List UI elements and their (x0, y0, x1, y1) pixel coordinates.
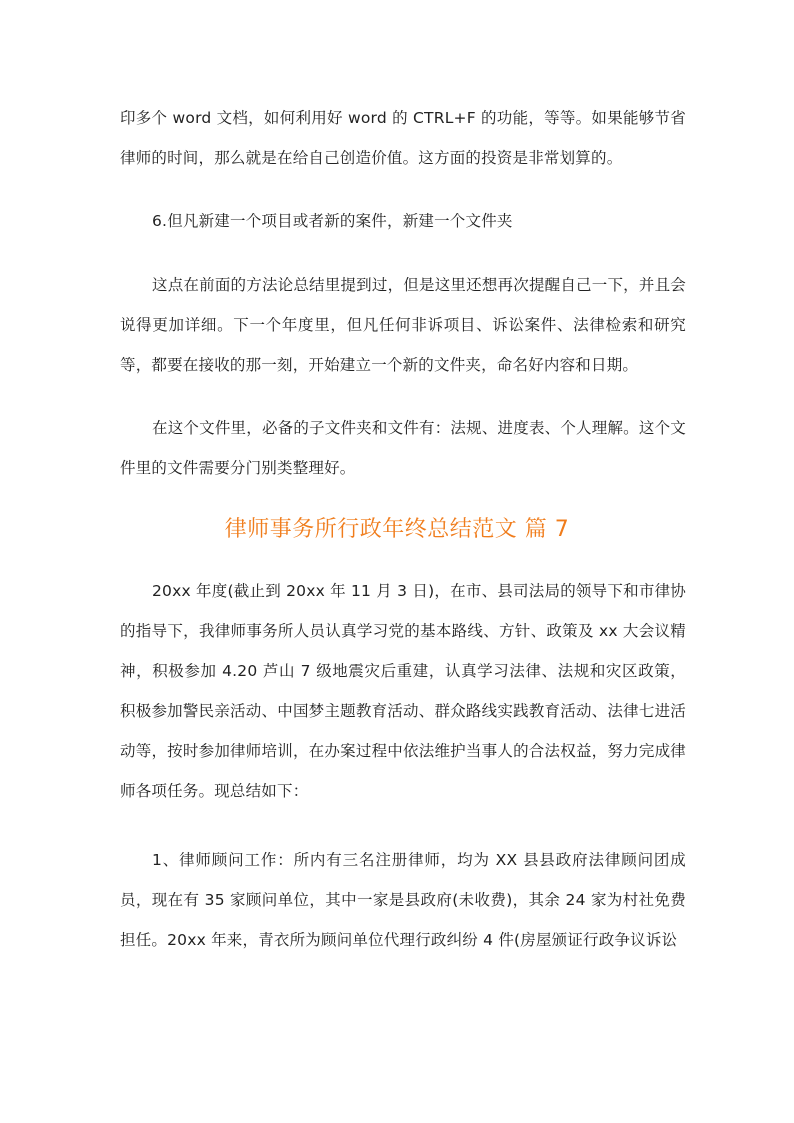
paragraph-annual-summary: 20xx 年度(截止到 20xx 年 11 月 3 日)，在市、县司法局的领导下和市律协的指导下，我律师事务所人员认真学习党的基本路线、方针、政策及 xx 大会议精神，积极参加 4.20 芦山 7 级地震灾后重建，认真学习法律、法规和灾区政策，积极参加警民亲活动、中国梦主题教育活动、群众路线实践教育活动、法律七进活动等，按时参加律师培训，在办案过程中依法维护当事人的合法权益，努力完成律师各项任务。现总结如下： (120, 582, 686, 800)
section-heading: 律师事务所行政年终总结范文 篇 7 (224, 517, 570, 542)
item-6-heading-new-folder: 6.但凡新建一个项目或者新的案件，新建一个文件夹 (152, 212, 513, 230)
paragraph-counsel-work: 1、律师顾问工作：所内有三名注册律师，均为 XX 县县政府法律顾问团成员，现在有 35 家顾问单位，其中一家是县政府(未收费)，其余 24 家为村社免费担任。20xx 年来，青衣所为顾问单位代理行政纠纷 4 件(房屋颁证行政争议诉讼 (120, 851, 686, 949)
paragraph-continued-ctrl-f: 印多个 word 文档，如何利用好 word 的 CTRL+F 的功能，等等。如果能够节省律师的时间，那么就是在给自己创造价值。这方面的投资是非常划算的。 (120, 109, 686, 167)
paragraph-folder-method: 这点在前面的方法论总结里提到过，但是这里还想再次提醒自己一下，并且会说得更加详细。下一个年度里，但凡任何非诉项目、诉讼案件、法律检索和研究等，都要在接收的那一刻，开始建立一个新的文件夹，命名好内容和日期。 (120, 276, 686, 374)
paragraph-subfolders: 在这个文件里，必备的子文件夹和文件有：法规、进度表、个人理解。这个文件里的文件需要分门别类整理好。 (120, 419, 686, 477)
